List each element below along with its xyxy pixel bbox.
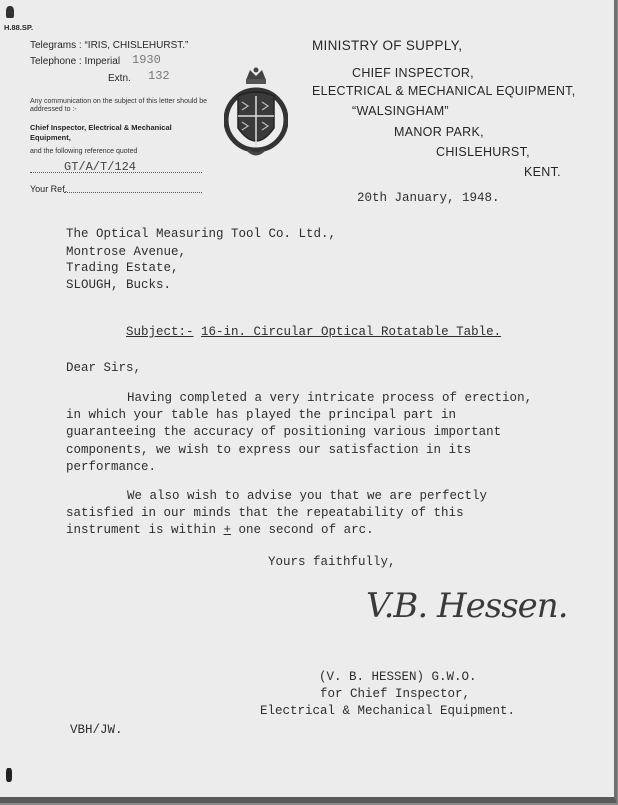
paragraph-line: Having completed a very intricate process of erection, bbox=[127, 391, 533, 405]
plus-minus-sign: + bbox=[223, 523, 232, 538]
your-ref-dotted-line bbox=[64, 192, 202, 193]
paragraph-line: performance. bbox=[66, 459, 157, 474]
letter-date: 20th January, 1948. bbox=[357, 191, 500, 205]
signatory-role: for Chief Inspector, bbox=[320, 687, 471, 701]
extension-label: Extn. bbox=[108, 73, 131, 84]
signatory-name: (V. B. HESSEN) G.W.O. bbox=[319, 670, 477, 684]
punch-mark-icon bbox=[6, 768, 12, 782]
ministry-line-6: CHISLEHURST, bbox=[436, 145, 530, 159]
reference-value: GT/A/T/124 bbox=[64, 160, 137, 174]
telephone-number: 1930 bbox=[132, 53, 161, 67]
ministry-line-5: MANOR PARK, bbox=[394, 125, 484, 139]
subject-label: Subject:- bbox=[126, 325, 194, 339]
paragraph-text: one second of arc. bbox=[231, 523, 374, 538]
paragraph-line: in which your table has played the principal part in bbox=[66, 408, 457, 423]
recipient-line: The Optical Measuring Tool Co. Ltd., bbox=[66, 227, 337, 241]
paragraph-1 bbox=[66, 390, 532, 476]
your-ref-label: Your Ref. bbox=[30, 184, 68, 194]
paragraph-line: guaranteeing the accuracy of positioning various important bbox=[66, 425, 502, 440]
telegrams-line: Telegrams : “IRIS, CHISLEHURST.” bbox=[30, 40, 189, 51]
reference-dotted-line bbox=[30, 172, 202, 173]
ministry-line-7: KENT. bbox=[524, 165, 561, 179]
paragraph-line: We also wish to advise you that we are perfectly bbox=[127, 489, 488, 503]
royal-crest-icon bbox=[224, 66, 288, 162]
signature: V.B. Hessen. bbox=[366, 586, 568, 626]
telephone-line: Telephone : Imperial bbox=[30, 56, 121, 67]
extension-number: 132 bbox=[148, 69, 170, 83]
signatory-department: Electrical & Mechanical Equipment. bbox=[260, 704, 516, 718]
paragraph-line: components, we wish to express our satisfaction in its bbox=[66, 442, 472, 457]
communication-note: Any communication on the subject of this letter should be addressed to :- bbox=[30, 98, 208, 113]
reference-initials: VBH/JW. bbox=[70, 723, 123, 737]
subject-text: 16-in. Circular Optical Rotatable Table. bbox=[201, 325, 502, 339]
closing: Yours faithfully, bbox=[268, 555, 396, 569]
ministry-line-1: MINISTRY OF SUPPLY, bbox=[312, 38, 463, 53]
paragraph-text: instrument is within bbox=[66, 523, 224, 538]
salutation: Dear Sirs, bbox=[66, 361, 142, 375]
recipient-line: Montrose Avenue, bbox=[66, 245, 187, 259]
paragraph-line: satisfied in our minds that the repeatability of this bbox=[66, 506, 464, 521]
reference-note: and the following reference quoted bbox=[30, 148, 138, 155]
subject-line bbox=[126, 325, 501, 339]
recipient-line: SLOUGH, Bucks. bbox=[66, 278, 172, 292]
ministry-line-2: CHIEF INSPECTOR, bbox=[352, 66, 474, 80]
paragraph-2 bbox=[66, 488, 487, 540]
ministry-line-4: “WALSINGHAM” bbox=[352, 104, 449, 118]
recipient-line: Trading Estate, bbox=[66, 261, 179, 275]
ministry-line-3: ELECTRICAL & MECHANICAL EQUIPMENT, bbox=[312, 84, 576, 98]
form-code: H.88.SP. bbox=[4, 23, 34, 32]
punch-mark-icon bbox=[6, 6, 14, 18]
paragraph-line bbox=[66, 522, 487, 539]
address-to: Chief Inspector, Electrical & Mechanical Equipment, bbox=[30, 123, 172, 142]
